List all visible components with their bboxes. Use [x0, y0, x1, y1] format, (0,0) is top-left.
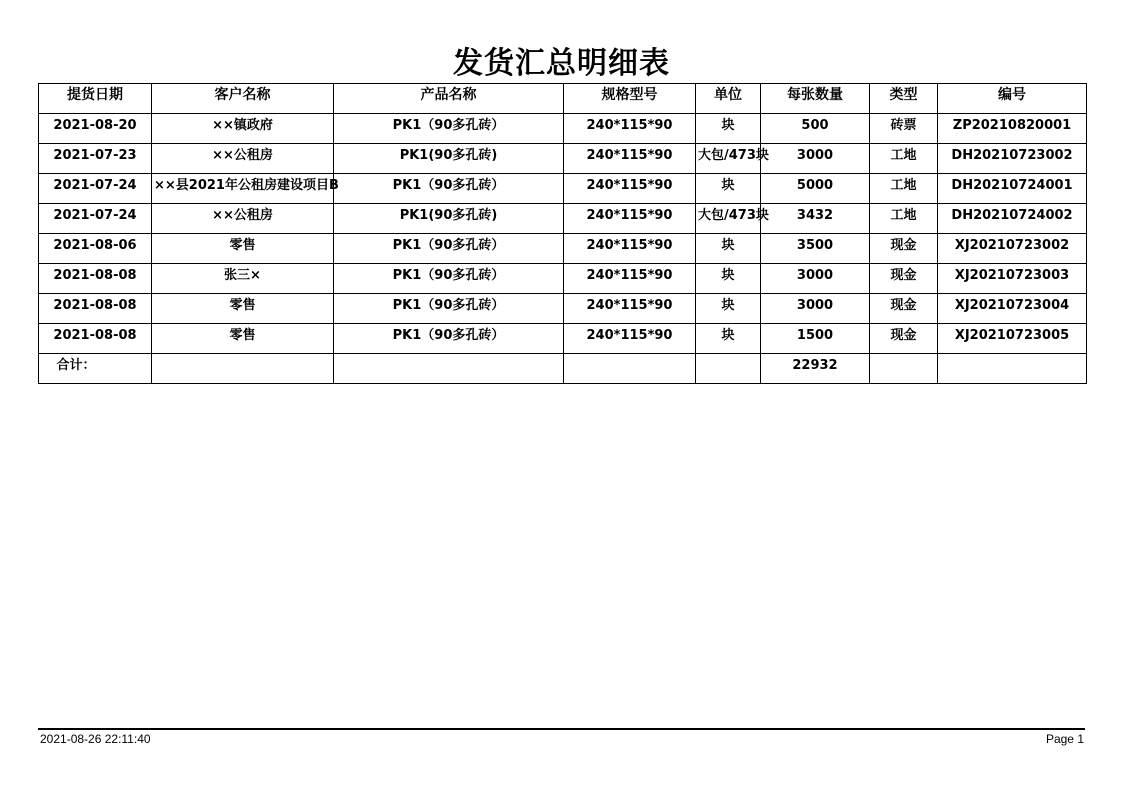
table-cell: 现金: [870, 264, 938, 294]
table-cell: 5000: [761, 174, 870, 204]
table-cell: 240*115*90: [564, 144, 696, 174]
table-cell: 块: [696, 174, 761, 204]
total-empty-cell: [152, 354, 334, 384]
table-cell: 2021-08-20: [39, 114, 152, 144]
table-cell: ××公租房: [152, 204, 334, 234]
table-cell: 工地: [870, 144, 938, 174]
table-cell: 块: [696, 294, 761, 324]
column-header: 客户名称: [152, 84, 334, 114]
table-cell: XJ20210723002: [938, 234, 1087, 264]
table-cell: 现金: [870, 234, 938, 264]
table-cell: PK1（90多孔砖）: [334, 264, 564, 294]
shipment-summary-table: [38, 83, 1087, 384]
table-row: [39, 204, 1087, 234]
table-cell: 240*115*90: [564, 294, 696, 324]
table-row: [39, 174, 1087, 204]
table-cell: 工地: [870, 204, 938, 234]
table-header: [39, 84, 1087, 114]
table-body: [39, 114, 1087, 354]
table-cell: ZP20210820001: [938, 114, 1087, 144]
total-empty-cell: [564, 354, 696, 384]
table-cell: XJ20210723005: [938, 324, 1087, 354]
table-cell: 240*115*90: [564, 324, 696, 354]
total-empty-cell: [938, 354, 1087, 384]
column-header: 产品名称: [334, 84, 564, 114]
table-cell: ××县2021年公租房建设项目B: [152, 174, 334, 204]
table-cell: 砖票: [870, 114, 938, 144]
table-cell: 2021-07-24: [39, 204, 152, 234]
table-cell: 零售: [152, 234, 334, 264]
table-cell: 3000: [761, 144, 870, 174]
total-quantity: 22932: [761, 354, 870, 384]
table-cell: 3432: [761, 204, 870, 234]
table-cell: 240*115*90: [564, 174, 696, 204]
total-empty-cell: [870, 354, 938, 384]
table-cell: 块: [696, 324, 761, 354]
table-cell: 2021-08-08: [39, 294, 152, 324]
table-cell: 240*115*90: [564, 114, 696, 144]
column-header: 编号: [938, 84, 1087, 114]
column-header: 单位: [696, 84, 761, 114]
table-row: [39, 234, 1087, 264]
table-cell: 2021-08-08: [39, 264, 152, 294]
table-cell: DH20210724001: [938, 174, 1087, 204]
column-header: 每张数量: [761, 84, 870, 114]
table-cell: 1500: [761, 324, 870, 354]
table-cell: PK1（90多孔砖）: [334, 324, 564, 354]
table-cell: 3500: [761, 234, 870, 264]
table-cell: 现金: [870, 294, 938, 324]
table-row: [39, 144, 1087, 174]
total-label: 合计：: [39, 354, 152, 384]
table-cell: ××镇政府: [152, 114, 334, 144]
table-row: [39, 264, 1087, 294]
table-cell: PK1（90多孔砖）: [334, 174, 564, 204]
table-cell: 块: [696, 264, 761, 294]
table-cell: 2021-08-08: [39, 324, 152, 354]
table-row: [39, 324, 1087, 354]
table-cell: 240*115*90: [564, 234, 696, 264]
table-cell: 500: [761, 114, 870, 144]
table-cell: 2021-07-23: [39, 144, 152, 174]
total-empty-cell: [334, 354, 564, 384]
total-empty-cell: [696, 354, 761, 384]
table-cell: 工地: [870, 174, 938, 204]
column-header: 规格型号: [564, 84, 696, 114]
table-cell: 现金: [870, 324, 938, 354]
table-cell: 大包/473块: [696, 204, 761, 234]
table-cell: 块: [696, 234, 761, 264]
table-row: [39, 114, 1087, 144]
table-cell: 块: [696, 114, 761, 144]
table-cell: 3000: [761, 264, 870, 294]
table-row: [39, 294, 1087, 324]
table-cell: XJ20210723003: [938, 264, 1087, 294]
header-row: [39, 84, 1087, 114]
table-cell: DH20210724002: [938, 204, 1087, 234]
table-cell: 3000: [761, 294, 870, 324]
page-number: Page 1: [1045, 732, 1084, 746]
table-cell: 2021-08-06: [39, 234, 152, 264]
table-cell: 零售: [152, 294, 334, 324]
table-cell: XJ20210723004: [938, 294, 1087, 324]
table-cell: 240*115*90: [564, 204, 696, 234]
footer-divider: [38, 728, 1085, 730]
report-title: 发货汇总明细表: [453, 46, 670, 81]
print-timestamp: 2021-08-26 22:11:40: [40, 732, 151, 746]
table-cell: ××公租房: [152, 144, 334, 174]
table-cell: 大包/473块: [696, 144, 761, 174]
table-total: [39, 354, 1087, 384]
column-header: 提货日期: [39, 84, 152, 114]
table-cell: PK1(90多孔砖): [334, 144, 564, 174]
table-cell: PK1（90多孔砖）: [334, 294, 564, 324]
column-header: 类型: [870, 84, 938, 114]
table-cell: PK1（90多孔砖）: [334, 234, 564, 264]
table-cell: PK1(90多孔砖): [334, 204, 564, 234]
total-row: [39, 354, 1087, 384]
table-cell: 240*115*90: [564, 264, 696, 294]
table-cell: PK1（90多孔砖）: [334, 114, 564, 144]
table-cell: 零售: [152, 324, 334, 354]
table-cell: 2021-07-24: [39, 174, 152, 204]
table-cell: 张三×: [152, 264, 334, 294]
table-cell: DH20210723002: [938, 144, 1087, 174]
